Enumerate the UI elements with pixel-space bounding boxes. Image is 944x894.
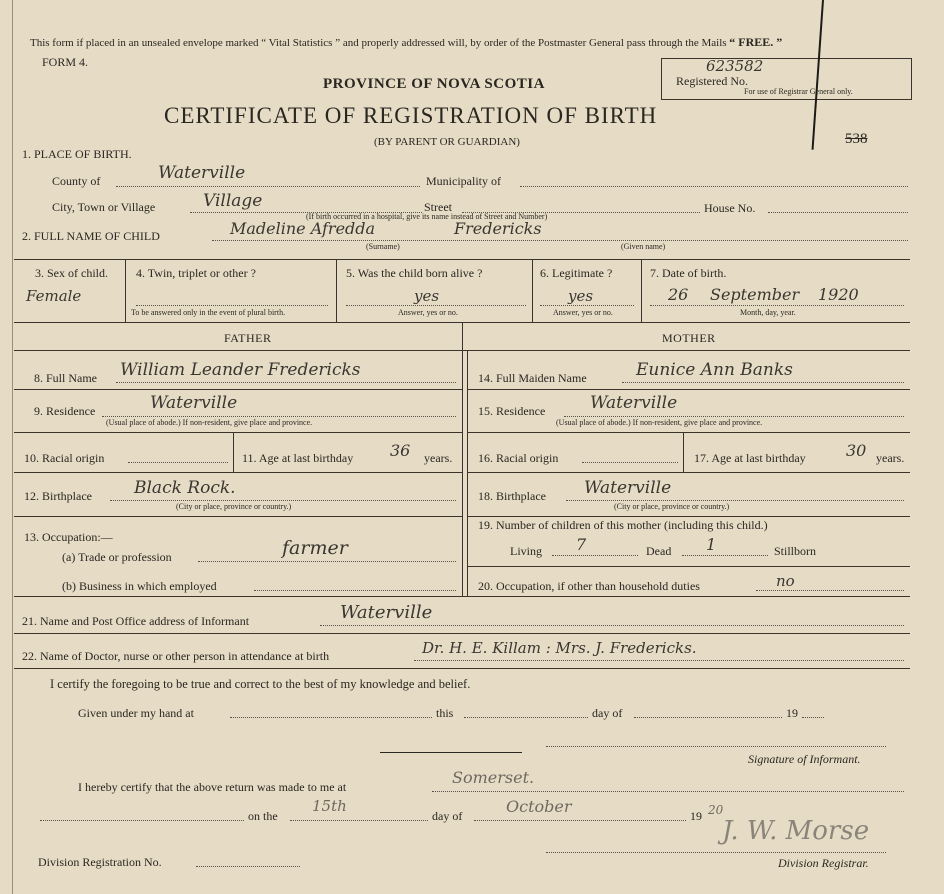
signature-of-informant: Signature of Informant. [748,752,861,766]
hereby-place-line [432,791,904,792]
stillborn-label: Stillborn [774,544,817,558]
row3-divider-4 [641,259,642,322]
mother-row-divider-4 [467,516,910,517]
mother-name-line [622,382,904,383]
doctor-divider [14,668,910,669]
dob-note: Month, day, year. [740,308,796,317]
father-row-divider-2 [14,432,462,433]
sex-value: Female [26,287,82,305]
father-business-line [254,590,456,591]
full-name-line [212,240,908,241]
father-birthplace-label: 12. Birthplace [24,489,92,503]
county-value: Waterville [158,163,246,183]
left-edge-line [12,0,13,894]
informant-value: Waterville [340,602,433,623]
street-label: Street [424,200,452,214]
dead-value: 1 [706,535,717,554]
city-value: Village [203,191,263,211]
father-residence-note: (Usual place of abode.) If non-resident, give place and province. [106,418,313,427]
mother-row-divider-3 [467,472,910,473]
father-trade-line [198,561,456,562]
dob-line [650,305,904,306]
registered-no-value: 623582 [706,57,764,75]
certify-text: I certify the foregoing to be true and correct to the best of my knowledge and belief. [50,677,471,691]
this-label: this [436,706,454,720]
on-the-value: 15th [312,797,347,815]
this-day-line [464,717,588,718]
registrar-signature-line [546,852,886,853]
parents-center-line-2 [467,350,468,596]
children-label: 19. Number of children of this mother (including this child.) [478,518,768,532]
mother-years-label: years. [876,451,905,465]
father-racial-label: 10. Racial origin [24,451,105,465]
father-row-divider-3 [14,472,462,473]
father-age-label: 11. Age at last birthday [242,451,354,465]
municipality-line [520,186,908,187]
child-surname: Fredericks [454,219,542,238]
mother-birthplace-line [566,500,904,501]
certificate-subtitle: (BY PARENT OR GUARDIAN) [374,136,520,148]
municipality-label: Municipality of [426,174,501,188]
division-registration-no-label: Division Registration No. [38,855,162,869]
registrar-use-note: For use of Registrar General only. [744,87,853,96]
mother-name-label: 14. Full Maiden Name [478,371,587,385]
province-heading: PROVINCE OF NOVA SCOTIA [323,76,545,92]
mother-occupation-line [756,590,904,591]
division-registrar-label: Division Registrar. [778,856,869,870]
father-birthplace-value: Black Rock. [134,478,236,498]
living-label: Living [510,544,542,558]
free-text: “ FREE. ” [729,35,783,49]
mother-residence-value: Waterville [590,393,678,413]
given-place-line [230,717,432,718]
mailing-notice-text: This form if placed in an unsealed envelope marked “ Vital Statistics ” and properly addressed will, by order of the Postmaster General pass through the Mails [30,37,727,49]
certificate-title: CERTIFICATE OF REGISTRATION OF BIRTH [164,103,658,128]
informant-divider [14,633,910,634]
on-the-label: on the [248,809,278,823]
mother-racial-line [582,462,678,463]
father-age-value: 36 [390,441,411,460]
living-value: 7 [576,535,587,554]
father-trade-label: (a) Trade or profession [62,550,172,564]
year-prefix-2: 19 [690,809,702,823]
alive-label: 5. Was the child born alive ? [346,266,483,280]
father-residence-label: 9. Residence [34,404,96,418]
mother-occupation-label: 20. Occupation, if other than household duties [478,579,700,593]
doctor-value: Dr. H. E. Killam : Mrs. J. Fredericks. [422,639,697,657]
twin-label: 4. Twin, triplet or other ? [136,266,256,280]
registered-number-box [661,58,912,100]
corner-mark: 538 [845,131,868,147]
full-name-label: 2. FULL NAME OF CHILD [22,229,160,243]
informant-signature-line [546,746,886,747]
division-registration-no-line [196,866,300,867]
father-residence-line [102,416,456,417]
living-line [552,555,638,556]
father-years-label: years. [424,451,453,465]
alive-note: Answer, yes or no. [398,308,458,317]
month-line-2 [474,820,686,821]
dob-month: September [710,285,800,304]
year-line [802,717,824,718]
row3-divider-2 [336,259,337,322]
legitimate-line [540,305,634,306]
place-of-birth-label: 1. PLACE OF BIRTH. [22,147,132,161]
mother-name-value: Eunice Ann Banks [636,360,793,380]
year-value: 20 [708,803,724,817]
twin-line [136,305,328,306]
on-the-line [290,820,428,821]
dob-day: 26 [668,285,689,304]
parents-bottom-border [14,596,910,597]
form-number: FORM 4. [42,55,89,69]
father-trade-value: farmer [282,537,348,559]
on-the-lead-line [40,820,244,821]
month-line [634,717,782,718]
father-name-label: 8. Full Name [34,371,97,385]
given-label: Given under my hand at [78,706,194,720]
mother-row-divider-2 [467,432,910,433]
doctor-line [414,660,904,661]
dead-line [682,555,768,556]
father-heading: FATHER [224,331,272,345]
father-name-line [116,382,456,383]
father-occupation-label: 13. Occupation:— [24,530,113,544]
year-prefix: 19 [786,706,798,720]
mother-residence-note: (Usual place of abode.) If non-resident, give place and province. [556,418,763,427]
mother-birthplace-note: (City or place, province or country.) [614,502,730,511]
mailing-notice [30,36,782,49]
mother-age-label: 17. Age at last birthday [694,451,806,465]
alive-value: yes [414,287,440,305]
registrar-signature: J. W. Morse [722,816,870,846]
day-of-label-2: day of [432,809,463,823]
dob-year: 1920 [818,285,859,304]
hereby-place-value: Somerset. [452,768,535,787]
dead-label: Dead [646,544,672,558]
mother-occupation-value: no [776,572,795,590]
row3-divider-3 [532,259,533,322]
row3-top-border [14,259,910,260]
mother-age-value: 30 [846,441,867,460]
month-value: October [506,797,572,816]
father-age-divider [233,432,234,472]
informant-line [320,625,904,626]
row3-divider-1 [125,259,126,322]
given-caption: (Given name) [621,242,666,251]
father-birthplace-line [110,500,456,501]
mother-racial-label: 16. Racial origin [478,451,559,465]
hereby-label: I hereby certify that the above return was made to me at [78,780,347,794]
surname-caption: (Surname) [366,242,400,251]
mother-row-divider-1 [467,389,910,390]
father-row-divider-1 [14,389,462,390]
mother-row-divider-5 [467,566,910,567]
house-label: House No. [704,201,756,215]
legitimate-label: 6. Legitimate ? [540,266,613,280]
father-row-divider-4 [14,516,462,517]
child-given-name: Madeline Afredda [230,219,376,238]
county-line [116,186,420,187]
hospital-note: (If birth occurred in a hospital, give its name instead of Street and Number) [306,212,548,221]
father-business-label: (b) Business in which employed [62,579,217,593]
mother-age-divider [683,432,684,472]
informant-label: 21. Name and Post Office address of Informant [22,614,250,628]
sex-label: 3. Sex of child. [35,266,108,280]
alive-line [346,305,526,306]
dob-label: 7. Date of birth. [650,266,727,280]
mother-residence-label: 15. Residence [478,404,546,418]
father-residence-value: Waterville [150,393,238,413]
father-racial-line [128,462,228,463]
parents-center-line [462,322,463,596]
father-birthplace-note: (City or place, province or country.) [176,502,292,511]
city-label: City, Town or Village [52,200,156,214]
mother-birthplace-value: Waterville [584,478,672,498]
legitimate-value: yes [568,287,594,305]
legitimate-note: Answer, yes or no. [553,308,613,317]
county-label: County of [52,174,101,188]
mother-residence-line [564,416,904,417]
twin-note: To be answered only in the event of plural birth. [131,308,286,317]
house-line [768,212,908,213]
signature-rule [380,752,522,753]
day-of-label: day of [592,706,623,720]
father-name-value: William Leander Fredericks [120,360,361,380]
mother-heading: MOTHER [662,331,716,345]
doctor-label: 22. Name of Doctor, nurse or other person in attendance at birth [22,649,330,663]
registered-no-label: Registered No. [676,74,748,88]
mother-birthplace-label: 18. Birthplace [478,489,546,503]
